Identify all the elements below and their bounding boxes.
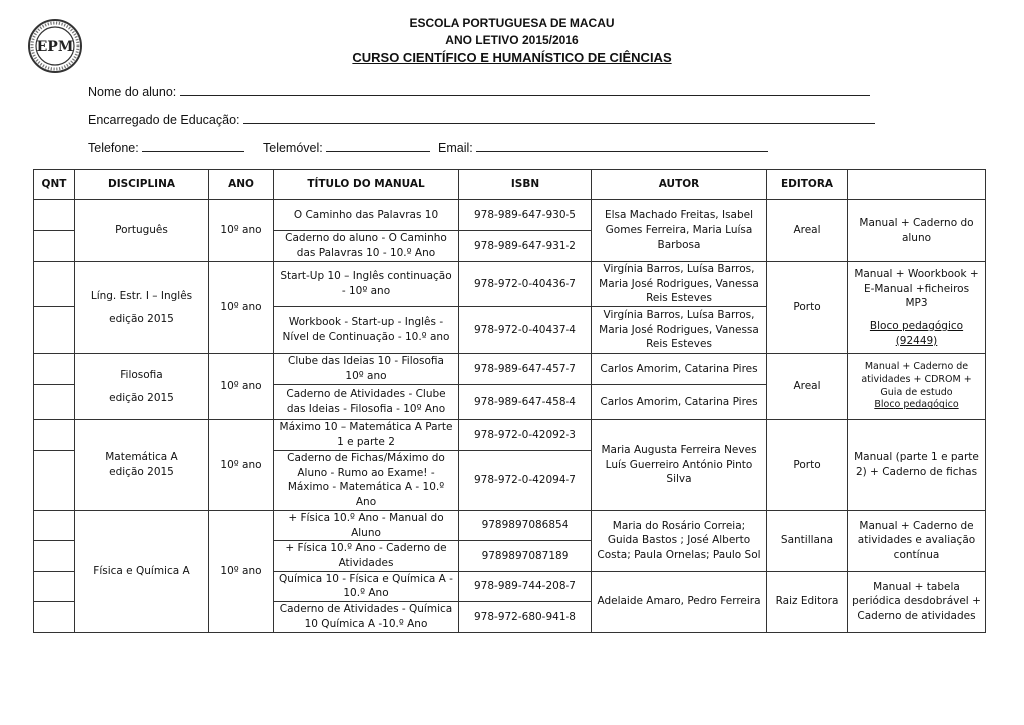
- isbn-cell: 978-972-0-42092-3: [459, 420, 592, 451]
- titulo-cell: + Física 10.º Ano - Manual do Aluno: [274, 510, 459, 540]
- titulo-cell: Clube das Ideias 10 - Filosofia 10º ano: [274, 354, 459, 385]
- school-name: ESCOLA PORTUGUESA DE MACAU: [409, 16, 615, 30]
- table-row: [34, 354, 986, 385]
- disciplina-cell: Português: [75, 200, 209, 262]
- student-name-field: [88, 84, 870, 99]
- editora-cell: Porto: [767, 420, 848, 511]
- table-row: [34, 420, 986, 451]
- obs-items: Manual + Caderno de atividades + CDROM + Guia de estudo: [861, 360, 972, 398]
- header-titulo: TÍTULO DO MANUAL: [274, 170, 459, 200]
- qnt-cell[interactable]: [34, 385, 75, 420]
- obs-cell: Manual (parte 1 e parte 2) + Caderno de fichas: [848, 420, 986, 511]
- disciplina-cell: [75, 262, 209, 354]
- bloco-pedagogico-code[interactable]: (92449): [895, 334, 938, 347]
- ano-cell: 10º ano: [209, 420, 274, 511]
- student-name-label: Nome do aluno:: [88, 85, 177, 99]
- ano-cell: 10º ano: [209, 510, 274, 632]
- phone-label: Telefone:: [88, 141, 139, 155]
- ano-cell: 10º ano: [209, 262, 274, 354]
- textbook-table: [33, 169, 986, 633]
- disciplina-cell: [75, 420, 209, 511]
- phone-field: [88, 140, 244, 155]
- qnt-cell[interactable]: [34, 541, 75, 571]
- obs-cell: Manual + Caderno do aluno: [848, 200, 986, 262]
- mobile-line[interactable]: [326, 140, 430, 152]
- titulo-cell: O Caminho das Palavras 10: [274, 200, 459, 231]
- disciplina-name: Matemática A: [105, 451, 178, 464]
- header-autor: AUTOR: [592, 170, 767, 200]
- header-qnt: QNT: [34, 170, 75, 200]
- ano-cell: 10º ano: [209, 354, 274, 420]
- titulo-cell: Química 10 - Física e Química A - 10.º Ano: [274, 571, 459, 601]
- isbn-cell: 978-972-680-941-8: [459, 601, 592, 632]
- autor-cell: Carlos Amorim, Catarina Pires: [592, 385, 767, 420]
- header-editora: EDITORA: [767, 170, 848, 200]
- editora-cell: Santillana: [767, 510, 848, 571]
- school-year: ANO LETIVO 2015/2016: [445, 33, 579, 47]
- disciplina-edition: edição 2015: [109, 312, 174, 325]
- autor-cell: Elsa Machado Freitas, Isabel Gomes Ferreira, Maria Luísa Barbosa: [592, 200, 767, 262]
- obs-cell: [848, 354, 986, 420]
- autor-cell: Carlos Amorim, Catarina Pires: [592, 354, 767, 385]
- editora-cell: Porto: [767, 262, 848, 354]
- guardian-field: [88, 112, 875, 127]
- obs-cell: [848, 262, 986, 354]
- isbn-cell: 978-989-744-208-7: [459, 571, 592, 601]
- isbn-cell: 978-972-0-40437-4: [459, 307, 592, 354]
- disciplina-name: Filosofia: [120, 368, 163, 381]
- table-row: [34, 510, 986, 540]
- qnt-cell[interactable]: [34, 200, 75, 231]
- table-row: [34, 262, 986, 307]
- disciplina-edition: edição 2015: [109, 465, 174, 478]
- isbn-cell: 978-972-0-42094-7: [459, 451, 592, 511]
- qnt-cell[interactable]: [34, 571, 75, 601]
- qnt-cell[interactable]: [34, 601, 75, 632]
- obs-cell: Manual + tabela periódica desdobrável + Caderno de atividades: [848, 571, 986, 632]
- isbn-cell: 978-989-647-931-2: [459, 231, 592, 262]
- qnt-cell[interactable]: [34, 354, 75, 385]
- titulo-cell: Caderno do aluno - O Caminho das Palavras 10 - 10.º Ano: [274, 231, 459, 262]
- header-extra: [848, 170, 986, 200]
- table-header-row: [34, 170, 986, 200]
- isbn-cell: 9789897087189: [459, 541, 592, 571]
- guardian-label: Encarregado de Educação:: [88, 113, 240, 127]
- phone-line[interactable]: [142, 140, 244, 152]
- qnt-cell[interactable]: [34, 262, 75, 307]
- titulo-cell: Caderno de Atividades - Química 10 Química A -10.º Ano: [274, 601, 459, 632]
- guardian-line[interactable]: [243, 112, 875, 124]
- isbn-cell: 978-989-647-458-4: [459, 385, 592, 420]
- logo-text: EPM: [36, 39, 74, 55]
- header-isbn: ISBN: [459, 170, 592, 200]
- bloco-pedagogico-link[interactable]: Bloco pedagógico: [869, 319, 964, 332]
- obs-items: Manual + Woorkbook + E-Manual +ficheiros MP3: [854, 267, 979, 310]
- disciplina-cell: Física e Química A: [75, 510, 209, 632]
- isbn-cell: 978-989-647-457-7: [459, 354, 592, 385]
- obs-cell: Manual + Caderno de atividades e avaliação contínua: [848, 510, 986, 571]
- disciplina-cell: [75, 354, 209, 420]
- autor-cell: Maria do Rosário Correia; Guida Bastos ; José Alberto Costa; Paula Ornelas; Paulo Sol: [592, 510, 767, 571]
- isbn-cell: 978-972-0-40436-7: [459, 262, 592, 307]
- titulo-cell: Máximo 10 – Matemática A Parte 1 e parte 2: [274, 420, 459, 451]
- titulo-cell: Workbook - Start-up - Inglês - Nível de Continuação - 10.º ano: [274, 307, 459, 354]
- table-row: [34, 200, 986, 231]
- qnt-cell[interactable]: [34, 307, 75, 354]
- titulo-cell: Caderno de Fichas/Máximo do Aluno - Rumo ao Exame! - Máximo - Matemática A - 10.º Ano: [274, 451, 459, 511]
- titulo-cell: + Física 10.º Ano - Caderno de Atividades: [274, 541, 459, 571]
- autor-cell: Virgínia Barros, Luísa Barros, Maria José Rodrigues, Vanessa Reis Esteves: [592, 262, 767, 307]
- email-label: Email:: [438, 141, 473, 155]
- autor-cell: Adelaide Amaro, Pedro Ferreira: [592, 571, 767, 632]
- email-line[interactable]: [476, 140, 768, 152]
- qnt-cell[interactable]: [34, 420, 75, 451]
- ano-cell: 10º ano: [209, 200, 274, 262]
- student-name-line[interactable]: [180, 84, 870, 96]
- autor-cell: Maria Augusta Ferreira Neves Luís Guerreiro António Pinto Silva: [592, 420, 767, 511]
- qnt-cell[interactable]: [34, 231, 75, 262]
- editora-cell: Areal: [767, 200, 848, 262]
- titulo-cell: Caderno de Atividades - Clube das Ideias - Filosofia - 10º Ano: [274, 385, 459, 420]
- autor-cell: Virgínia Barros, Luísa Barros, Maria José Rodrigues, Vanessa Reis Esteves: [592, 307, 767, 354]
- editora-cell: Areal: [767, 354, 848, 420]
- isbn-cell: 9789897086854: [459, 510, 592, 540]
- email-field: [438, 140, 768, 155]
- qnt-cell[interactable]: [34, 451, 75, 511]
- mobile-field: [263, 140, 430, 155]
- editora-cell: Raiz Editora: [767, 571, 848, 632]
- isbn-cell: 978-989-647-930-5: [459, 200, 592, 231]
- disciplina-edition: edição 2015: [109, 391, 174, 404]
- mobile-label: Telemóvel:: [263, 141, 323, 155]
- header-ano: ANO: [209, 170, 274, 200]
- qnt-cell[interactable]: [34, 510, 75, 540]
- header-disciplina: DISCIPLINA: [75, 170, 209, 200]
- titulo-cell: Start-Up 10 – Inglês continuação - 10º ano: [274, 262, 459, 307]
- disciplina-name: Líng. Estr. I – Inglês: [90, 289, 193, 302]
- course-title: CURSO CIENTÍFICO E HUMANÍSTICO DE CIÊNCIAS: [352, 50, 672, 65]
- bloco-pedagogico-link[interactable]: Bloco pedagógico: [874, 399, 959, 411]
